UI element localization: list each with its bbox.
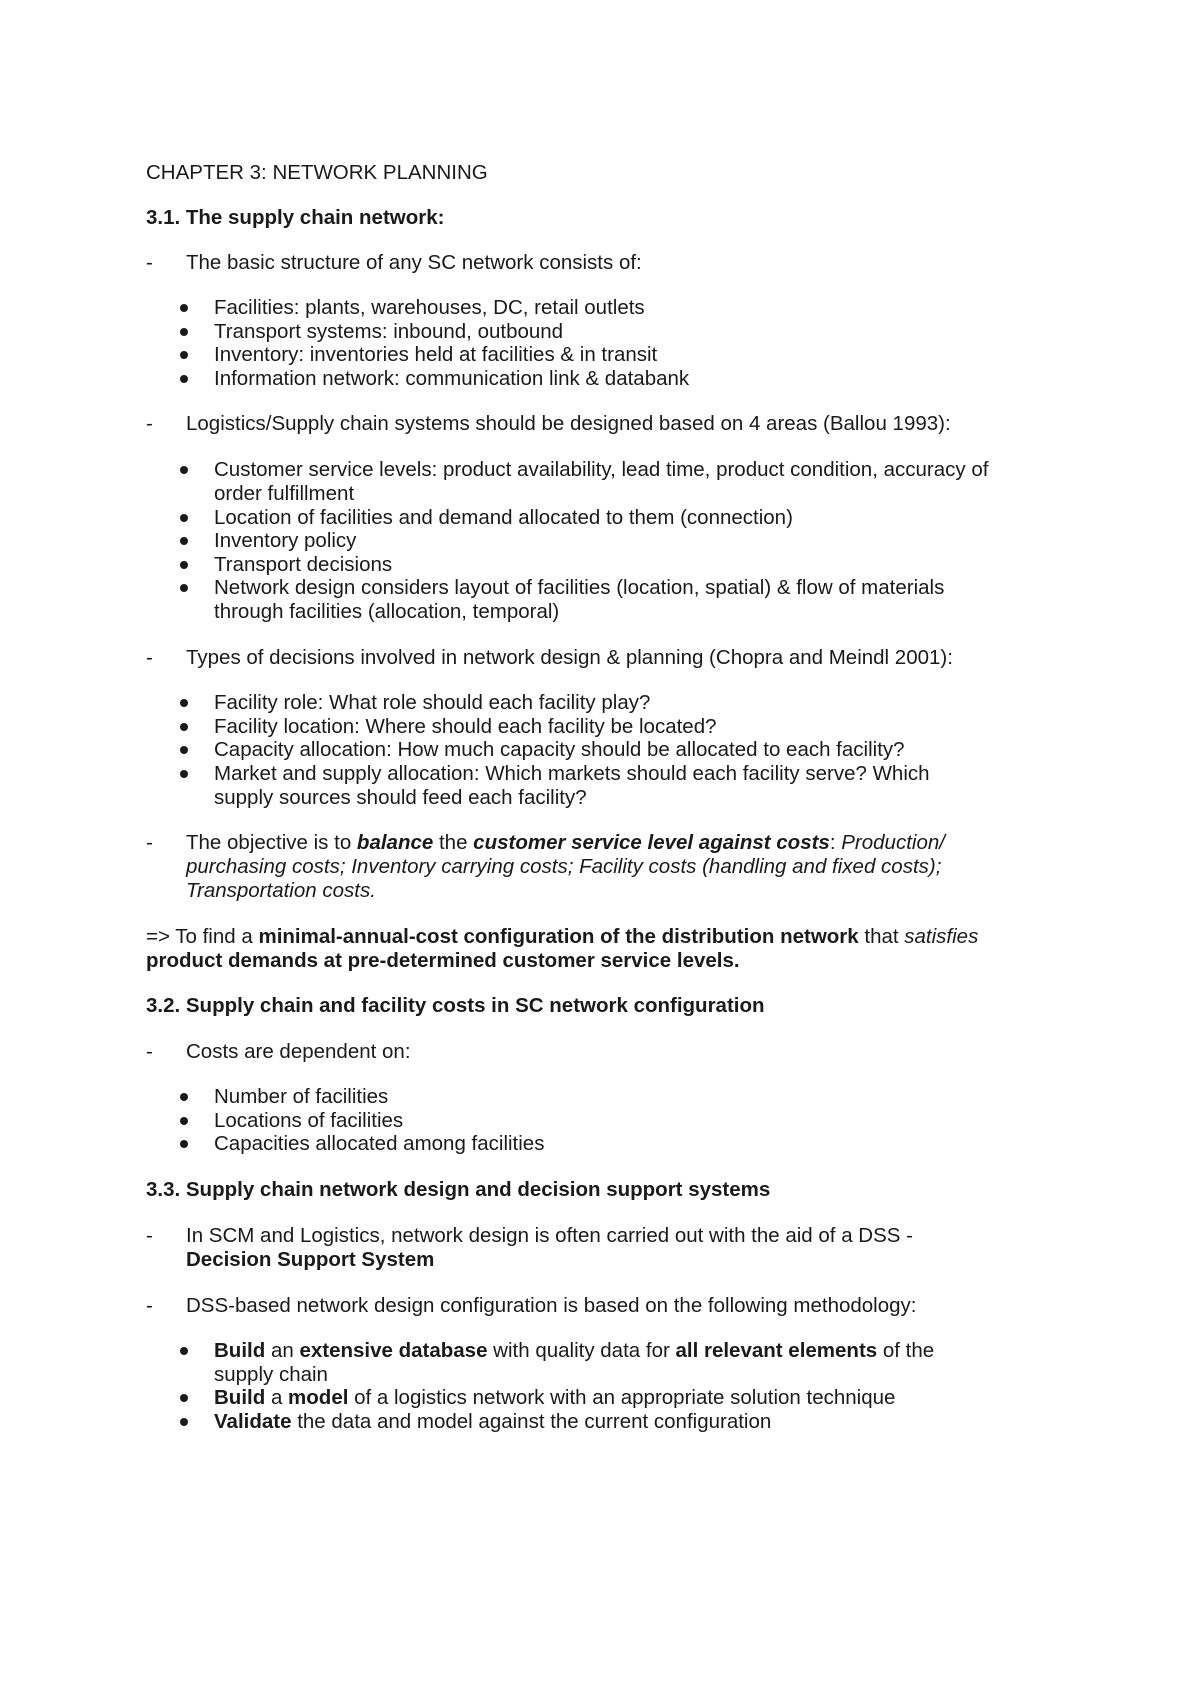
bullet-icon [180, 466, 188, 474]
bullet-icon [180, 328, 188, 336]
bullet-icon [180, 699, 188, 707]
bullet-icon [180, 1140, 188, 1148]
section-heading-3-3: 3.3. Supply chain network design and decision support systems [146, 1178, 771, 1201]
bullet-icon [180, 561, 188, 569]
bullet-icon [180, 514, 188, 522]
bullet-icon [180, 537, 188, 545]
paragraph-text: Costs are dependent on: [186, 1040, 411, 1063]
dash-marker: - [146, 1224, 153, 1247]
conclusion-text: => To find a minimal-annual-cost configuration of the distribution network that satisfies [146, 925, 979, 948]
bullet-icon [180, 746, 188, 754]
bullet-icon [180, 351, 188, 359]
bullet-icon [180, 1117, 188, 1125]
section-heading-3-1: 3.1. The supply chain network: [146, 206, 445, 229]
dss-term: Decision Support System [186, 1248, 435, 1271]
bullet-icon [180, 584, 188, 592]
paragraph-text: The basic structure of any SC network consists of: [186, 251, 642, 274]
paragraph-text: DSS-based network design configuration is based on the following methodology: [186, 1294, 917, 1317]
objective-text-line-3: Transportation costs. [186, 879, 376, 902]
bullet-icon [180, 1394, 188, 1402]
bullet-icon [180, 770, 188, 778]
paragraph-text: Logistics/Supply chain systems should be designed based on 4 areas (Ballou 1993): [186, 412, 951, 435]
paragraph-text: Types of decisions involved in network design & planning (Chopra and Meindl 2001): [186, 646, 953, 669]
bullet-icon [180, 304, 188, 312]
bullet-icon [180, 375, 188, 383]
paragraph-text: In SCM and Logistics, network design is often carried out with the aid of a DSS - [186, 1224, 913, 1247]
dash-marker: - [146, 251, 153, 274]
section-heading-3-2: 3.2. Supply chain and facility costs in SC network configuration [146, 994, 765, 1017]
dash-marker: - [146, 1040, 153, 1063]
chapter-title: CHAPTER 3: NETWORK PLANNING [146, 161, 488, 184]
bullet-icon [180, 1347, 188, 1355]
dash-marker: - [146, 1294, 153, 1317]
dash-marker: - [146, 412, 153, 435]
conclusion-text-line-2: product demands at pre-determined customer service levels. [146, 949, 740, 972]
bullet-icon [180, 1418, 188, 1426]
objective-text: The objective is to balance the customer service level against costs: Production/ [186, 831, 945, 854]
bullet-icon [180, 1093, 188, 1101]
bullet-icon [180, 723, 188, 731]
dash-marker: - [146, 831, 153, 854]
dash-marker: - [146, 646, 153, 669]
objective-text-line-2: purchasing costs; Inventory carrying costs; Facility costs (handling and fixed costs); [186, 855, 942, 878]
